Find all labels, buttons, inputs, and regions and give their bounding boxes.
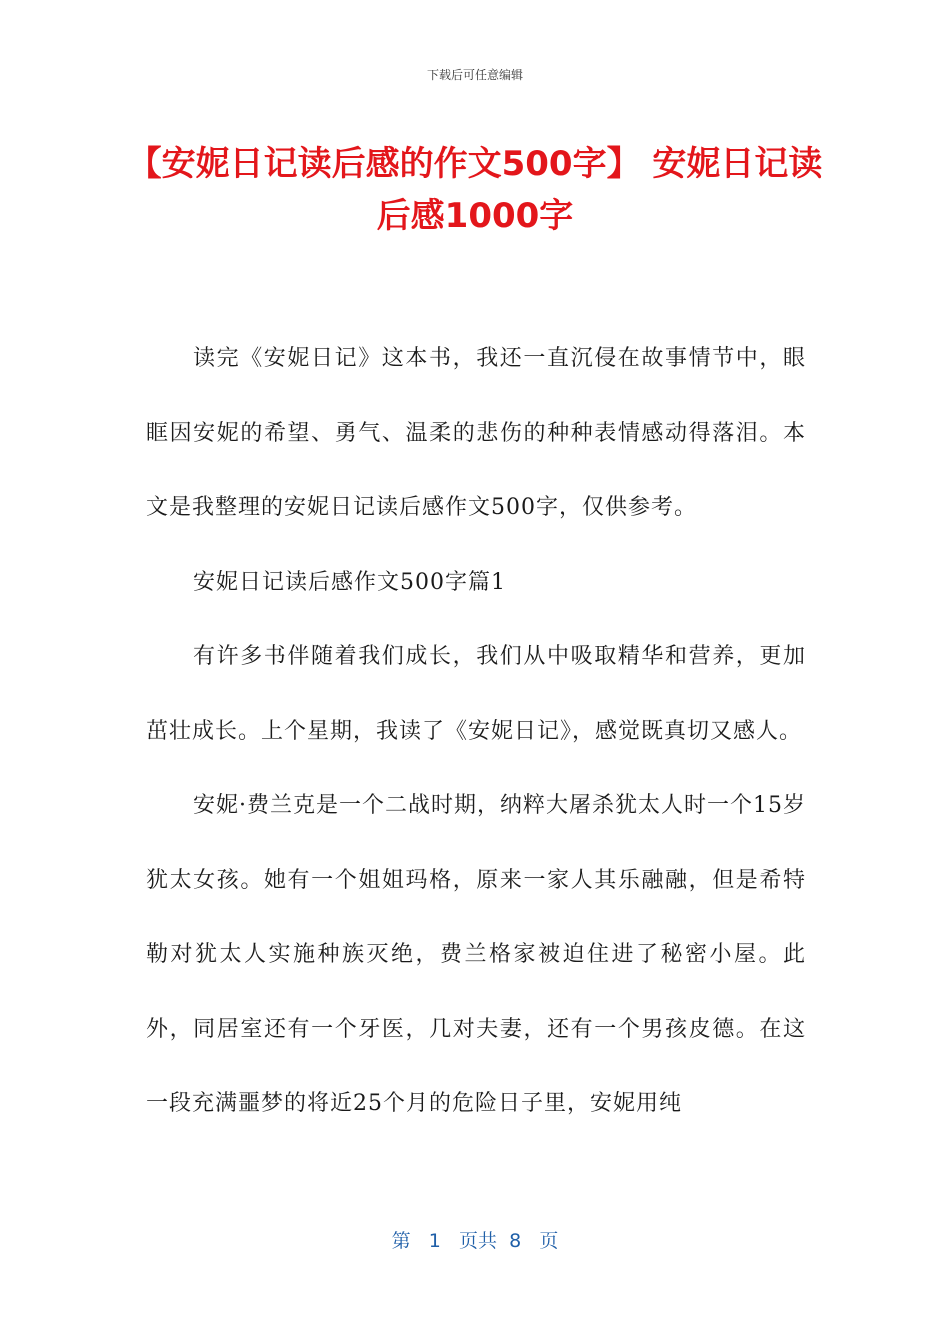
total-label: 页共 [459,1230,498,1252]
document-title: 【安妮日记读后感的作文500字】 安妮日记读后感1000字 [127,144,823,236]
paragraph-1: 有许多书伴随着我们成长，我们从中吸取精华和营养，更加茁壮成长。上个星期，我读了《安妮日记》，感觉既真切又感人。 [146,644,806,744]
page-suffix: 页 [539,1230,559,1252]
paragraph-2: 安妮·费兰克是一个二战时期，纳粹大屠杀犹太人时一个15岁犹太女孩。她有一个姐姐玛格，原来一家人其乐融融，但是希特勒对犹太人实施种族灭绝，费兰格家被迫住进了秘密小屋。此外，同居室还有一个牙医，几对夫妻，还有一个男孩皮德。在这一段充满噩梦的将近25个月的危险日子里，安妮用纯 [146,793,806,1116]
header-note: 下载后可任意编辑 [426,68,523,82]
page-number: 1 [428,1230,441,1252]
paragraph-intro: 读完《安妮日记》这本书，我还一直沉侵在故事情节中，眼眶因安妮的希望、勇气、温柔的悲伤的种种表情感动得落泪。本文是我整理的安妮日记读后感作文500字，仅供参考。 [146,346,806,520]
section-heading: 安妮日记读后感作文500字篇1 [193,569,506,595]
document-body [146,322,806,1142]
page-footer [0,1226,950,1253]
total-pages: 8 [509,1230,522,1252]
page-label: 第 [391,1230,411,1252]
